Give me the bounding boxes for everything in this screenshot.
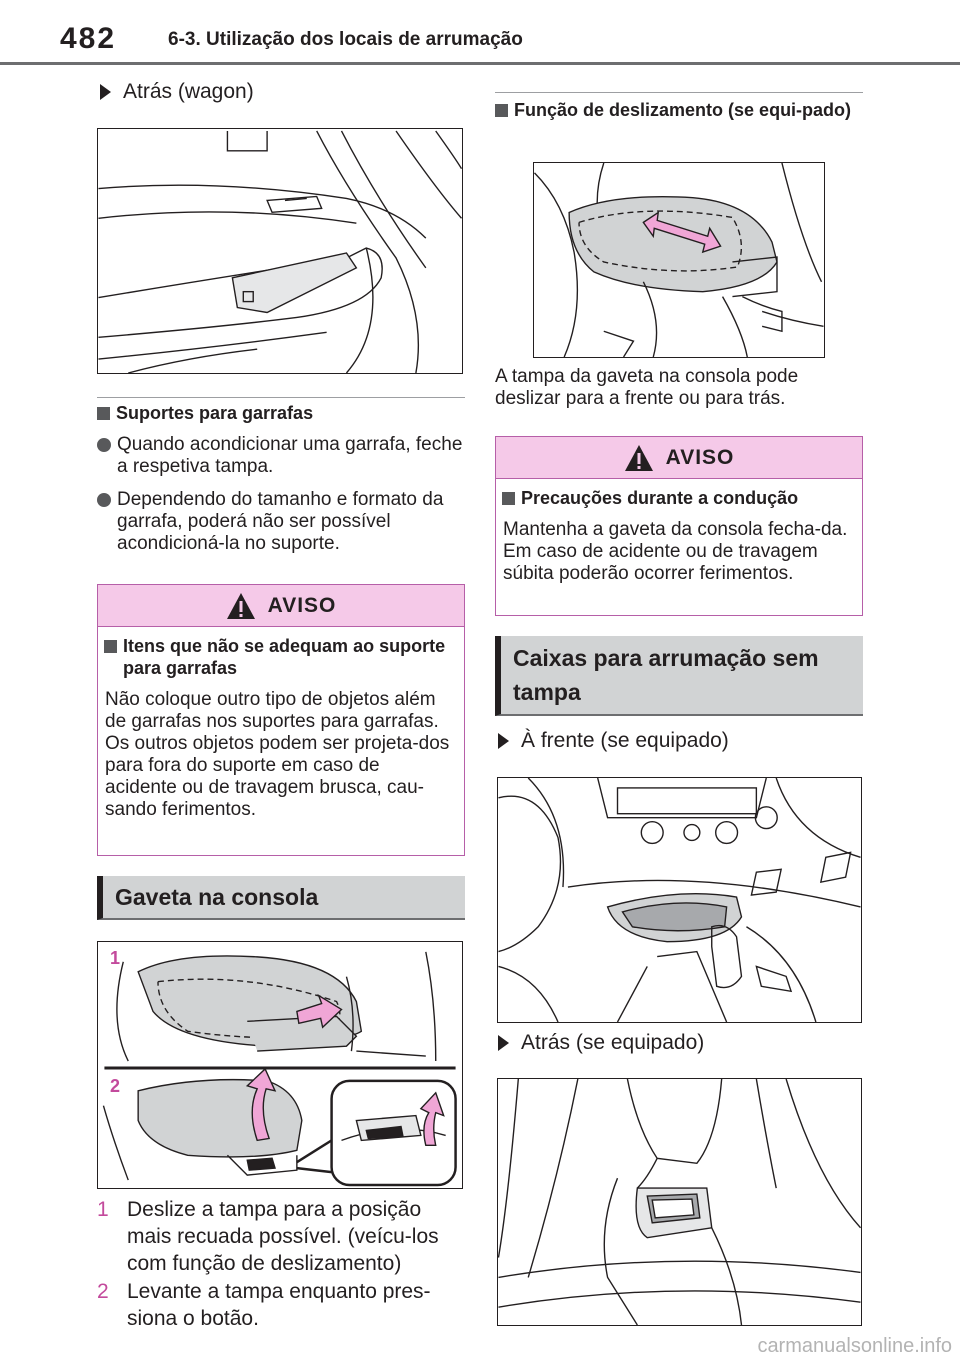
warning-subtitle: Itens que não se adequam ao suporte para garrafas bbox=[104, 635, 456, 679]
square-bullet-icon bbox=[104, 640, 117, 653]
round-bullet-icon bbox=[97, 438, 111, 452]
divider bbox=[495, 92, 863, 93]
console-drawer-illustration bbox=[98, 942, 462, 1188]
slide-function-figure bbox=[533, 162, 825, 358]
square-bullet-icon bbox=[502, 492, 515, 505]
front-storage-figure bbox=[497, 777, 862, 1023]
warning-subtitle: Precauções durante a condução bbox=[502, 487, 854, 509]
header-rule bbox=[0, 62, 960, 65]
divider bbox=[97, 397, 465, 398]
triangle-marker-icon bbox=[498, 1035, 509, 1051]
warning-triangle-icon bbox=[226, 592, 256, 620]
slide-function-heading: Função de deslizamento (se equi-pado) bbox=[495, 99, 863, 122]
rear-label: Atrás (se equipado) bbox=[498, 1031, 704, 1055]
warning-box-bottle bbox=[97, 584, 465, 856]
open-storage-section-heading: Caixas para arrumação sem tampa bbox=[495, 636, 863, 716]
figure-label-1: 1 bbox=[110, 948, 121, 968]
watermark: carmanualsonline.info bbox=[757, 1335, 952, 1357]
slide-function-caption: A tampa da gaveta na consola pode deslizar para a frente ou para trás. bbox=[495, 366, 799, 409]
warning-box-driving bbox=[495, 436, 863, 616]
page-header bbox=[0, 0, 960, 66]
round-bullet-icon bbox=[97, 493, 111, 507]
step-1: 1 Deslize a tampa para a posição mais recuada possível. (veícu-los com função de deslizamento) bbox=[97, 1198, 439, 1275]
bottle-bullet-2: Dependendo do tamanho e formato da garrafa, poderá não ser possível acondicioná-la no suporte. bbox=[97, 489, 465, 555]
triangle-marker-icon bbox=[498, 733, 509, 749]
section-title: 6-3. Utilização dos locais de arrumação bbox=[168, 29, 523, 50]
console-drawer-figure bbox=[97, 941, 463, 1189]
rear-wagon-figure bbox=[97, 128, 463, 374]
rear-storage-figure bbox=[497, 1078, 862, 1326]
triangle-marker-icon bbox=[100, 84, 111, 100]
console-drawer-section-heading: Gaveta na consola bbox=[97, 876, 465, 920]
front-tray-illustration bbox=[498, 778, 861, 1022]
figure-label-2: 2 bbox=[110, 1076, 121, 1096]
warning-header: AVISO bbox=[98, 585, 464, 627]
rear-wagon-label: Atrás (wagon) bbox=[100, 80, 254, 104]
warning-header: AVISO bbox=[496, 437, 862, 479]
front-label: À frente (se equipado) bbox=[498, 729, 729, 753]
bottle-bullet-1: Quando acondicionar uma garrafa, feche a respetiva tampa. bbox=[97, 434, 465, 478]
door-pocket-illustration bbox=[98, 129, 462, 373]
page-number: 482 bbox=[60, 22, 117, 55]
sliding-lid-illustration bbox=[534, 163, 824, 357]
warning-text: Mantenha a gaveta da consola fecha-da. Em caso de acidente ou de travagem súbita poderão ocorrer ferimentos. bbox=[503, 519, 848, 584]
bottle-holders-heading: Suportes para garrafas bbox=[97, 402, 313, 425]
rear-box-illustration bbox=[498, 1079, 861, 1325]
square-bullet-icon bbox=[97, 407, 110, 420]
warning-triangle-icon bbox=[624, 444, 654, 472]
step-2: 2 Levante a tampa enquanto pres-siona o botão. bbox=[97, 1280, 431, 1330]
square-bullet-icon bbox=[495, 104, 508, 117]
warning-text: Não coloque outro tipo de objetos além de garrafas nos suportes para garrafas. Os outros objetos podem ser projeta-dos para fora do suporte em caso de acidente ou de travagem brusca, cau-sando ferimentos. bbox=[105, 689, 450, 820]
